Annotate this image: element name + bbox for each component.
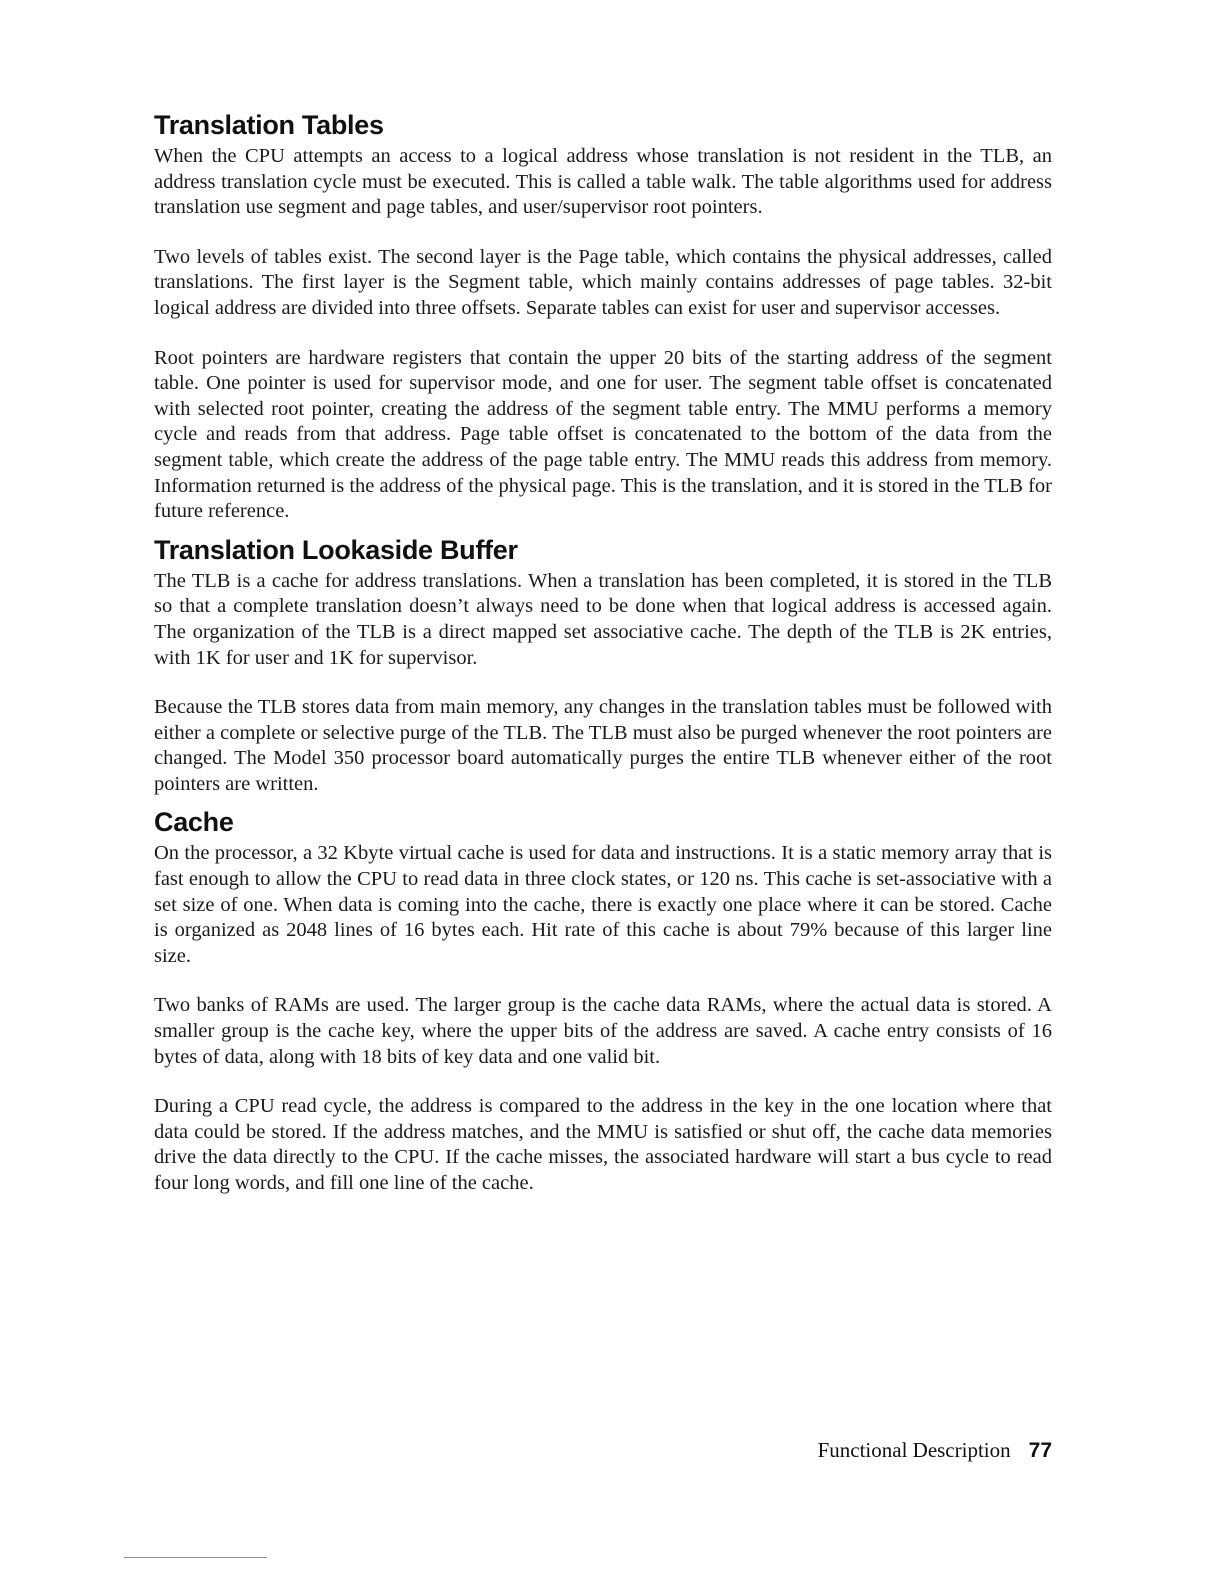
paragraph: The TLB is a cache for address translations. When a translation has been completed, it is stored in the TLB so that a complete translation doesn’t always need to be done when that logical address is accessed again. The organization of the TLB is a direct mapped set associative cache. The depth of the TLB is 2K entries, with 1K for user and 1K for supervisor. xyxy=(154,569,1052,669)
section-heading-cache: Cache xyxy=(154,807,234,838)
page-number: 77 xyxy=(1028,1439,1052,1462)
page-footer xyxy=(818,1438,1052,1463)
scan-edge-divider xyxy=(124,1557,267,1558)
paragraph: When the CPU attempts an access to a logical address whose translation is not resident in the TLB, an address translation cycle must be executed. This is called a table walk. The table algorithms used for address translation use segment and page tables, and user/supervisor root pointers. xyxy=(154,145,1052,219)
paragraph: Because the TLB stores data from main memory, any changes in the translation tables must be followed with either a complete or selective purge of the TLB. The TLB must also be purged whenever the root pointers are changed. The Model 350 processor board automatically purges the entire TLB whenever either of the root pointers are written. xyxy=(154,696,1052,795)
paragraph: Two levels of tables exist. The second layer is the Page table, which contains the physical addresses, called translations. The first layer is the Segment table, which mainly contains addresses of page tables. 32-bit logical address are divided into three offsets. Separate tables can exist for user and supervisor accesses. xyxy=(154,245,1052,319)
paragraph: Two banks of RAMs are used. The larger group is the cache data RAMs, where the actual data is stored. A smaller group is the cache key, where the upper bits of the address are saved. A cache entry consists of 16 bytes of data, along with 18 bits of key data and one valid bit. xyxy=(154,994,1052,1068)
section-heading-translation-tables: Translation Tables xyxy=(154,110,384,140)
paragraph: Root pointers are hardware registers that contain the upper 20 bits of the starting address of the segment table. One pointer is used for supervisor mode, and one for user. The segment table offset is concatenated with selected root pointer, creating the address of the segment table entry. The MMU performs a memory cycle and reads from that address. Page table offset is concatenated to the bottom of the data from the segment table, which create the address of the page table entry. The MMU reads this address from memory. Information returned is the address of the physical page. This is the translation, and it is stored in the TLB for future reference. xyxy=(154,346,1052,523)
paragraph: During a CPU read cycle, the address is compared to the address in the key in the one location where that data could be stored. If the address matches, and the MMU is satisfied or shut off, the cache data memories drive the data directly to the CPU. If the cache misses, the associated hardware will start a bus cycle to read four long words, and fill one line of the cache. xyxy=(154,1095,1052,1194)
paragraph: On the processor, a 32 Kbyte virtual cache is used for data and instructions. It is a static memory array that is fast enough to allow the CPU to read data in three clock states, or 120 ns. This cache is set-associative with a set size of one. When data is coming into the cache, there is exactly one place where it can be stored. Cache is organized as 2048 lines of 16 bytes each. Hit rate of this cache is about 79% because of this larger line size. xyxy=(154,842,1052,967)
footer-chapter-label: Functional Description xyxy=(817,1438,1011,1462)
section-heading-translation-lookaside-buffer: Translation Lookaside Buffer xyxy=(154,534,518,565)
page-body xyxy=(154,108,1052,1197)
